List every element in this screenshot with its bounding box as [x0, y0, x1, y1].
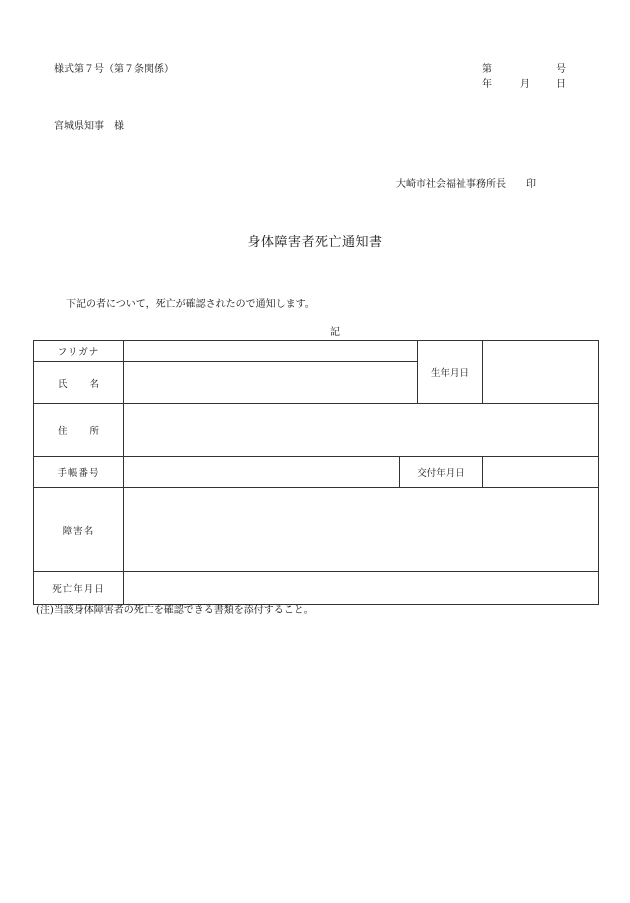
birth-date-label: 生年月日 — [418, 341, 483, 404]
death-date-field[interactable] — [124, 572, 599, 605]
date-year: 年 — [482, 79, 492, 90]
name-field[interactable] — [124, 362, 418, 404]
document-title: 身体障害者死亡通知書 — [247, 235, 383, 250]
handbook-number-field[interactable] — [124, 457, 400, 488]
table-row — [34, 404, 599, 457]
birth-date-field[interactable] — [483, 341, 599, 404]
date-day: 日 — [556, 79, 566, 90]
number-prefix: 第 — [482, 64, 492, 75]
issue-date-label: 交付年月日 — [400, 457, 483, 488]
death-date-label: 死亡年月日 — [34, 572, 124, 605]
disability-name-label: 障害名 — [34, 488, 124, 572]
issue-date-field[interactable] — [483, 457, 599, 488]
body-text: 下記の者について，死亡が確認されたので通知します。 — [66, 299, 315, 310]
table-row — [34, 457, 599, 488]
footnote: (注)当該身体障害者の死亡を確認できる書類を添付すること。 — [36, 605, 314, 616]
table-row — [34, 488, 599, 572]
disability-name-field[interactable] — [124, 488, 599, 572]
handbook-number-label: 手帳番号 — [34, 457, 124, 488]
address-field[interactable] — [124, 404, 599, 457]
ki-heading: 記 — [330, 327, 340, 338]
date-month: 月 — [520, 79, 530, 90]
sender-with-seal: 大崎市社会福祉事務所長 印 — [396, 179, 536, 190]
form-id: 様式第７号（第７条関係） — [54, 64, 174, 75]
document-number-block — [482, 65, 566, 91]
name-label: 氏名 — [34, 362, 124, 404]
address-label: 住所 — [34, 404, 124, 457]
notification-form-table — [33, 340, 599, 605]
furigana-field[interactable] — [124, 341, 418, 362]
table-row — [34, 572, 599, 605]
addressee: 宮城県知事 様 — [54, 121, 124, 132]
number-suffix: 号 — [556, 64, 566, 75]
table-row — [34, 341, 599, 362]
furigana-label: フリガナ — [34, 341, 124, 362]
